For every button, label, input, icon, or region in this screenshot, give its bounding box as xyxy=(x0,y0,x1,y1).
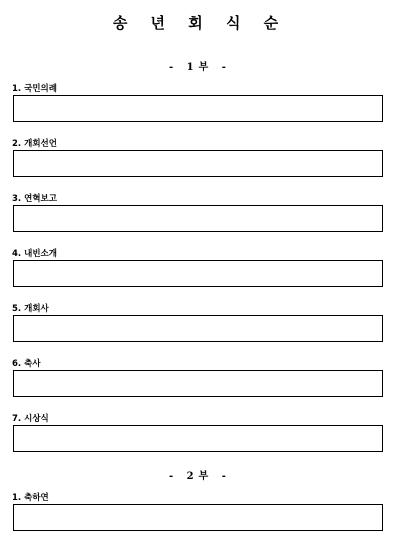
item-label-congratulatory-speech: 6. 축사 xyxy=(12,359,41,369)
part2-heading: - 2부 - xyxy=(169,471,231,482)
field-celebration-party[interactable] xyxy=(13,504,383,531)
page-title: 송 년 회 식 순 xyxy=(112,14,288,32)
field-guest-introduction[interactable] xyxy=(13,260,383,287)
item-label-history-report: 3. 연혁보고 xyxy=(12,194,57,204)
item-label-award-ceremony: 7. 시상식 xyxy=(12,414,49,424)
item-label-celebration-party: 1. 축하연 xyxy=(12,493,49,503)
field-opening-declaration[interactable] xyxy=(13,150,383,177)
field-history-report[interactable] xyxy=(13,205,383,232)
item-label-opening-address: 5. 개회사 xyxy=(12,304,49,314)
field-award-ceremony[interactable] xyxy=(13,425,383,452)
item-label-opening-declaration: 2. 개회선언 xyxy=(12,139,57,149)
field-national-ceremony[interactable] xyxy=(13,95,383,122)
item-label-national-ceremony: 1. 국민의례 xyxy=(12,84,57,94)
field-opening-address[interactable] xyxy=(13,315,383,342)
item-label-guest-introduction: 4. 내빈소개 xyxy=(12,249,57,259)
part1-heading: - 1부 - xyxy=(169,62,231,73)
field-congratulatory-speech[interactable] xyxy=(13,370,383,397)
